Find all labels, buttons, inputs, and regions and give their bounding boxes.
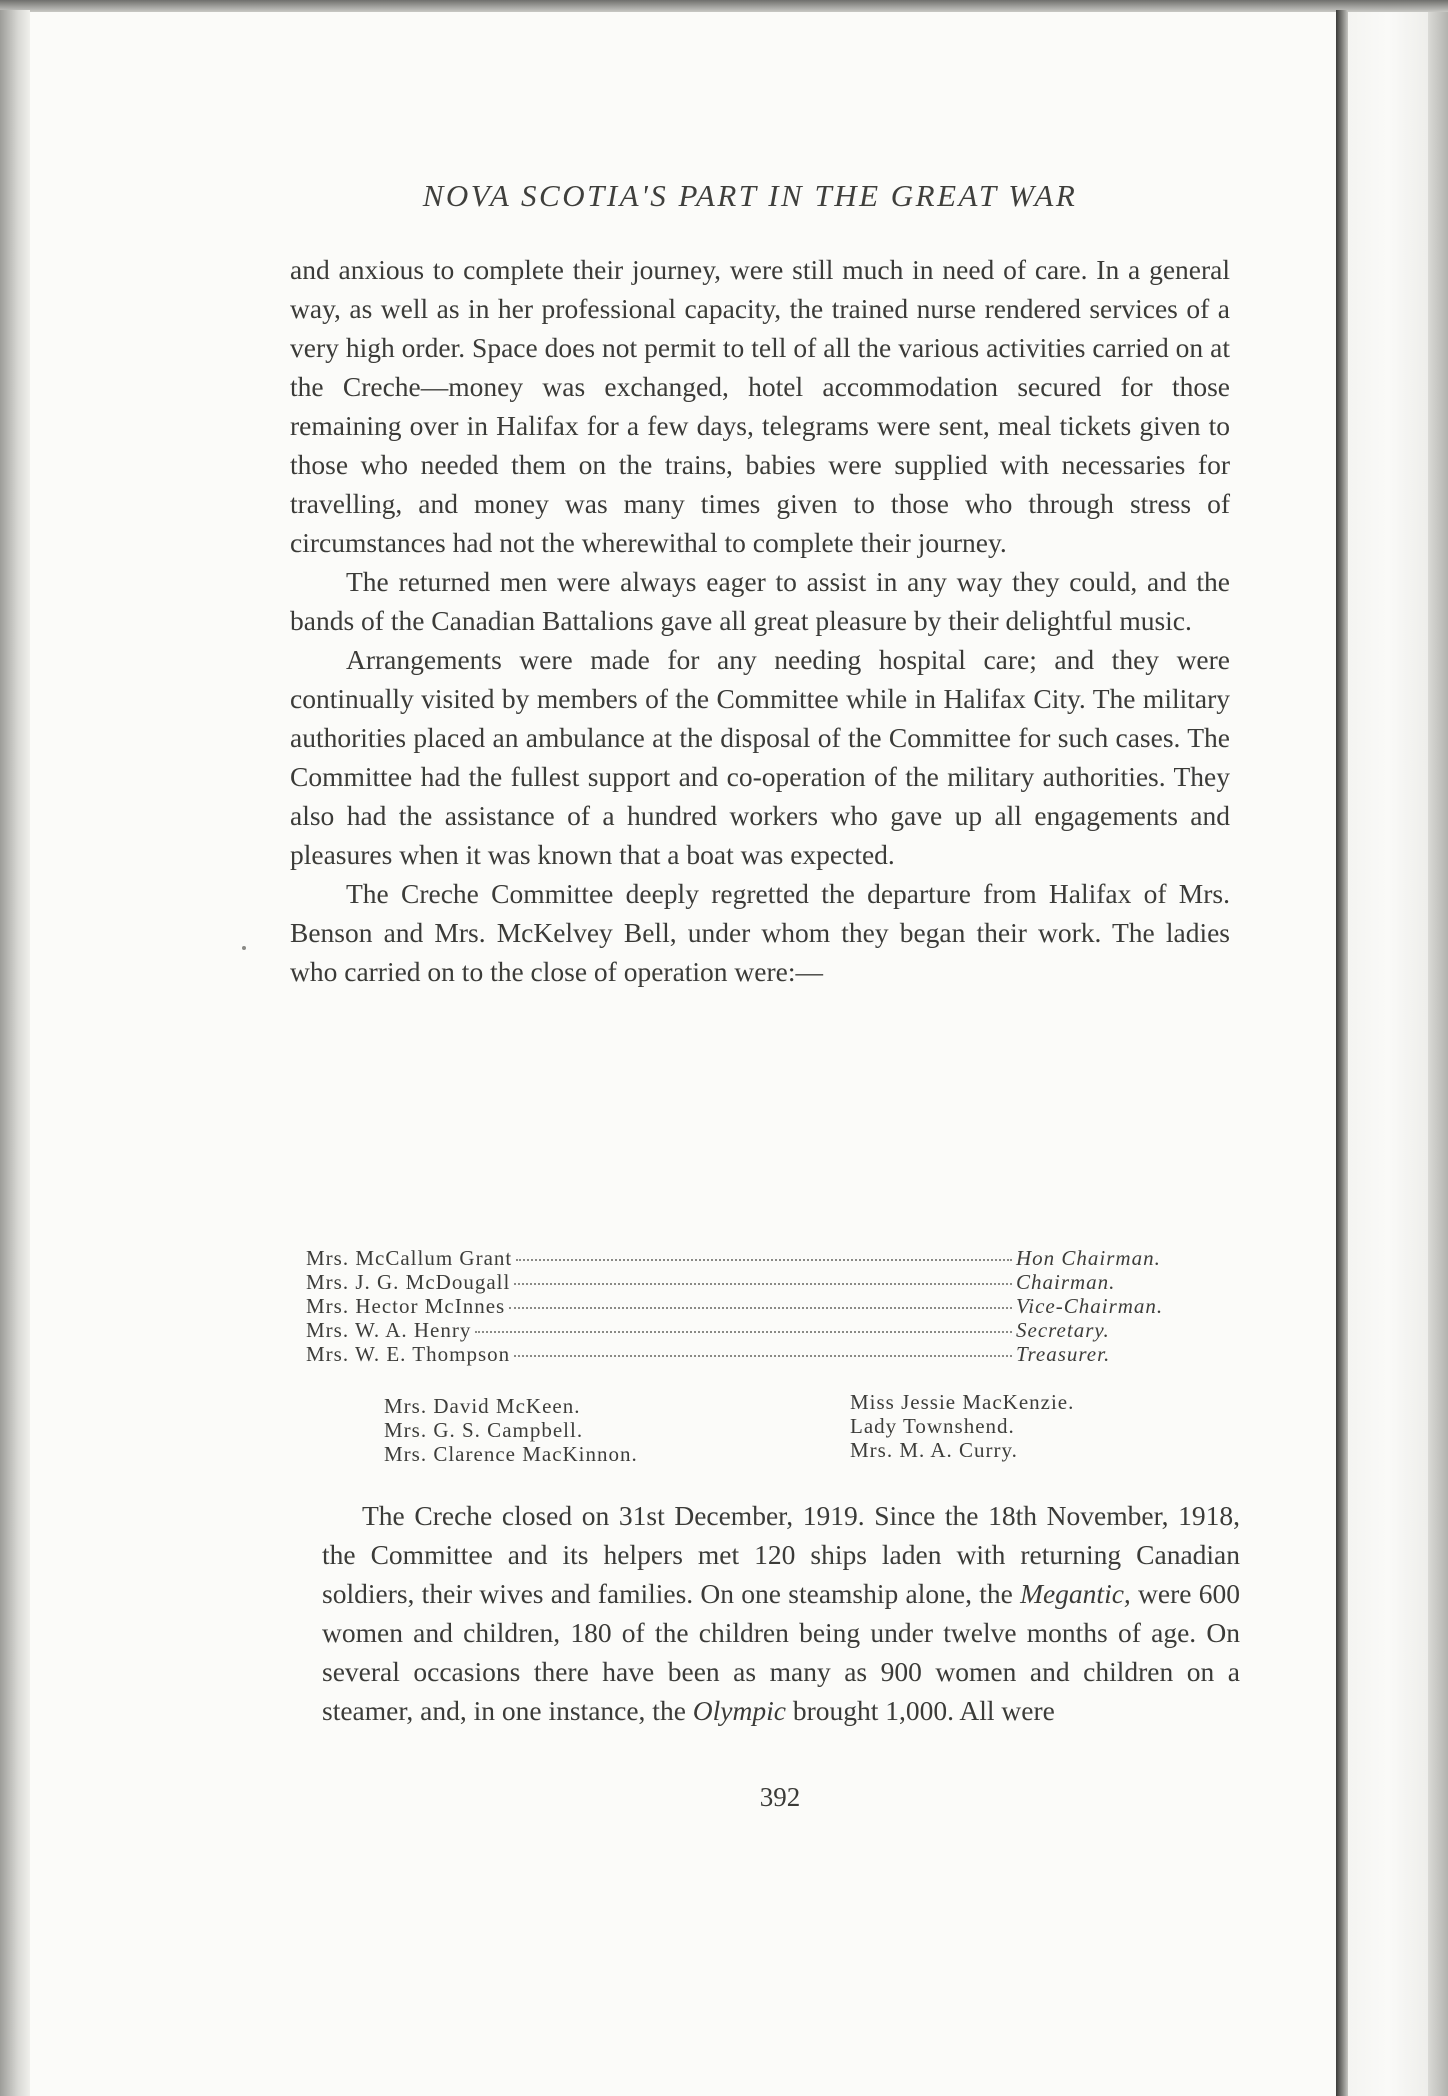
paragraph-continuation: and anxious to complete their journey, were still much in need of care. In a general way, as well as in her professional capacity, the trained nurse rendered services of a very high order. Space does not permit to tell of all the various activities carried on at the Creche—money was exchanged, hotel accommodation secured for those remaining over in Halifax for a few days, telegrams were sent, meal tickets given to those who needed them on the trains, babies were supplied with necessaries for travelling, and money was many times given to those who through stress of circumstances had not the wherewithal to complete their journey. — [290, 254, 1230, 558]
dot-leader — [514, 1283, 1012, 1285]
book-gutter — [1336, 10, 1348, 2096]
member-name: Mrs. M. A. Curry. — [850, 1438, 1018, 1462]
closing-text-part: were 600 women and children, 180 of the children being under twelve months of age. On several occasions there have been as many as 900 women and children on a steamer, and, in one instance, the — [322, 1578, 1240, 1726]
officer-row — [306, 1270, 1206, 1294]
closing-text — [322, 1496, 1240, 1730]
dot-leader — [509, 1307, 1012, 1309]
paragraph-arrangements: Arrangements were made for any needing hospital care; and they were continually visited by members of the Committee while in Halifax City. The military authorities placed an ambulance at the disposal of the Committee for such cases. The Committee had the fullest support and co-operation of the military authorities. They also had the assistance of a hundred workers who gave up all engagements and pleasures when it was known that a boat was expected. — [290, 644, 1230, 870]
officer-name: Mrs. Hector McInnes — [306, 1294, 506, 1318]
officer-role: Hon Chairman. — [1016, 1246, 1161, 1270]
paragraph-committee: The Creche Committee deeply regretted the departure from Halifax of Mrs. Benson and Mrs. McKelvey Bell, under whom they began their work. The ladies who carried on to the close of operation were:— — [290, 878, 1230, 987]
scan-left-edge — [0, 10, 30, 2096]
dot-leader — [475, 1331, 1012, 1333]
margin-speck — [242, 946, 246, 950]
member-name: Mrs. David McKeen. — [384, 1394, 581, 1418]
officer-name: Mrs. W. A. Henry — [306, 1318, 472, 1342]
officer-role: Vice-Chairman. — [1016, 1294, 1164, 1318]
page-number: 392 — [759, 1782, 801, 1812]
paragraph-returned-men: The returned men were always eager to assist in any way they could, and the bands of the Canadian Battalions gave all great pleasure by their delightful music. — [290, 566, 1230, 636]
body-text — [290, 250, 1230, 991]
facing-page-shadow — [1428, 12, 1448, 2096]
officer-row — [306, 1294, 1206, 1318]
dot-leader — [514, 1355, 1012, 1357]
ship-name-olympic: Olympic — [692, 1695, 786, 1726]
members-list-left — [384, 1394, 638, 1466]
ship-name-megantic: Megantic, — [1020, 1578, 1131, 1609]
members-list-right — [850, 1390, 1074, 1462]
officers-list — [306, 1246, 1206, 1366]
officer-name: Mrs. J. G. McDougall — [306, 1270, 511, 1294]
scan-top-edge — [0, 0, 1448, 12]
closing-text-part: brought 1,000. All were — [785, 1695, 1055, 1726]
member-name: Mrs. Clarence MacKinnon. — [384, 1442, 638, 1466]
member-name: Miss Jessie MacKenzie. — [850, 1390, 1075, 1414]
officer-role: Treasurer. — [1016, 1342, 1111, 1366]
officer-row — [306, 1246, 1206, 1270]
officer-name: Mrs. W. E. Thompson — [306, 1342, 511, 1366]
member-name: Lady Townshend. — [850, 1414, 1015, 1438]
officer-role: Secretary. — [1016, 1318, 1110, 1342]
officer-role: Chairman. — [1016, 1270, 1116, 1294]
officer-row — [306, 1318, 1206, 1342]
officer-row — [306, 1342, 1206, 1366]
running-head: NOVA SCOTIA'S PART IN THE GREAT WAR — [422, 178, 1078, 213]
dot-leader — [516, 1259, 1012, 1261]
paragraph-creche-closed — [322, 1496, 1240, 1730]
member-name: Mrs. G. S. Campbell. — [384, 1418, 584, 1442]
officer-name: Mrs. McCallum Grant — [306, 1246, 513, 1270]
closing-text-part: The Creche closed on 31st December, 1919. Since the 18th November, 1918, the Committee and its helpers met 120 ships laden with returning Canadian soldiers, their wives and families. On one steamship alone, the — [322, 1500, 1240, 1609]
